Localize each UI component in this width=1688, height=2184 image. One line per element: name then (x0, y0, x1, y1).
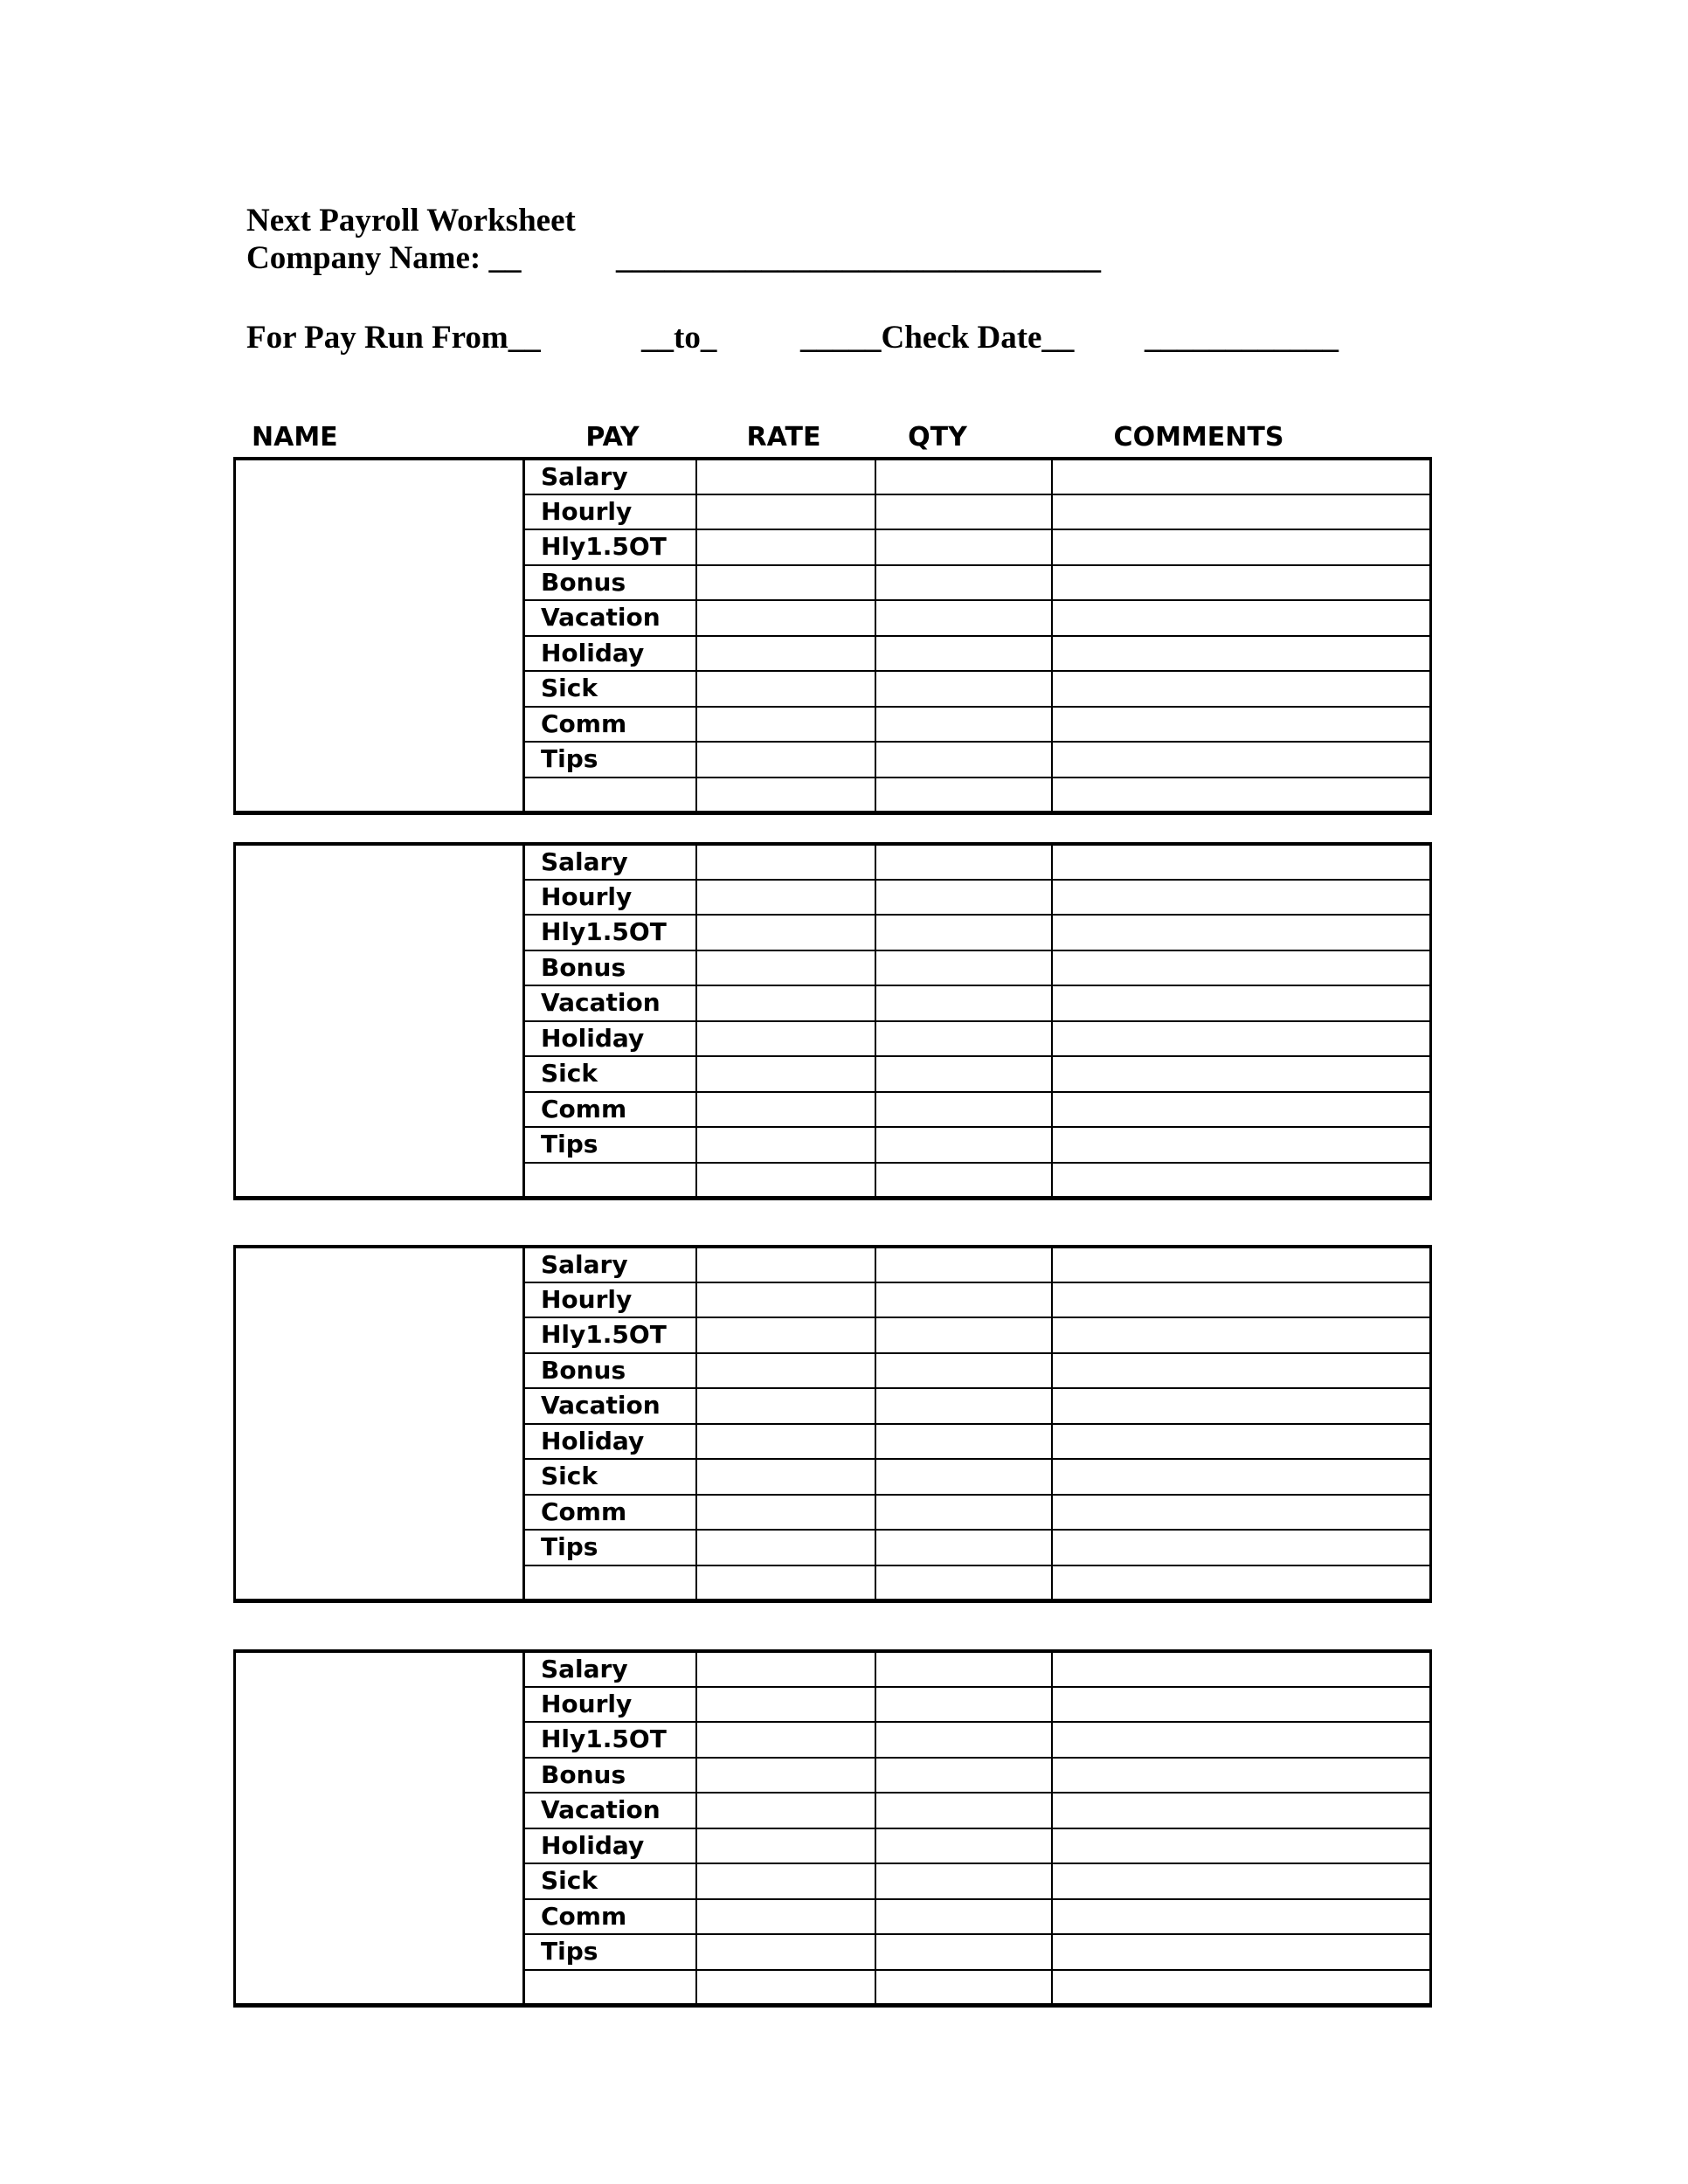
comments-cell (1052, 1282, 1431, 1318)
page-title: Next Payroll Worksheet (246, 203, 576, 238)
pay-type-cell: Comm (524, 1092, 696, 1128)
qty-cell (875, 565, 1052, 601)
rate-cell (696, 1317, 875, 1353)
rate-cell (696, 1970, 875, 2006)
rate-cell (696, 1092, 875, 1128)
pay-type-cell: Salary (524, 459, 696, 494)
pay-type-cell: Comm (524, 707, 696, 743)
comments-cell (1052, 1758, 1431, 1794)
company-name-label: Company Name: __ (246, 240, 522, 276)
comments-cell (1052, 1970, 1431, 2006)
pay-type-cell: Vacation (524, 1793, 696, 1828)
rate-cell (696, 1565, 875, 1601)
check-date-label: _____Check Date__ (800, 320, 1075, 356)
comments-cell (1052, 1530, 1431, 1565)
comments-cell (1052, 1651, 1431, 1687)
qty-cell (875, 742, 1052, 778)
qty-cell (875, 1092, 1052, 1128)
pay-type-cell: Vacation (524, 1388, 696, 1424)
rate-cell (696, 1495, 875, 1531)
rate-cell (696, 1163, 875, 1199)
comments-cell (1052, 1495, 1431, 1531)
rate-cell (696, 844, 875, 880)
pay-type-cell: Bonus (524, 950, 696, 986)
rate-cell (696, 1934, 875, 1970)
rate-cell (696, 1056, 875, 1092)
pay-type-cell: Hly1.5OT (524, 1317, 696, 1353)
qty-cell (875, 707, 1052, 743)
comments-cell (1052, 707, 1431, 743)
employee-block-1 (233, 457, 1432, 815)
rate-cell (696, 1459, 875, 1495)
pay-type-cell-empty (524, 1565, 696, 1601)
employee-name-cell (235, 844, 524, 1198)
qty-cell (875, 529, 1052, 565)
comments-cell (1052, 1828, 1431, 1864)
pay-row (235, 1247, 1431, 1282)
qty-cell (875, 915, 1052, 950)
comments-cell (1052, 950, 1431, 986)
qty-cell (875, 1687, 1052, 1723)
qty-cell (875, 1317, 1052, 1353)
pay-type-cell: Hly1.5OT (524, 915, 696, 950)
comments-cell (1052, 880, 1431, 916)
rate-cell (696, 459, 875, 494)
comments-cell (1052, 1899, 1431, 1935)
rate-cell (696, 1353, 875, 1389)
comments-cell (1052, 1424, 1431, 1460)
comments-cell (1052, 1388, 1431, 1424)
rate-cell (696, 880, 875, 916)
column-header-pay: PAY (585, 422, 640, 453)
comments-cell (1052, 1353, 1431, 1389)
pay-type-cell: Salary (524, 1247, 696, 1282)
rate-cell (696, 1828, 875, 1864)
pay-row (235, 1651, 1431, 1687)
qty-cell (875, 1424, 1052, 1460)
qty-cell (875, 1651, 1052, 1687)
comments-cell (1052, 1247, 1431, 1282)
pay-row (235, 844, 1431, 880)
rate-cell (696, 985, 875, 1021)
pay-type-cell: Hly1.5OT (524, 529, 696, 565)
rate-cell (696, 1651, 875, 1687)
qty-cell (875, 1828, 1052, 1864)
qty-cell (875, 1863, 1052, 1899)
comments-cell (1052, 494, 1431, 530)
company-name-blank-line: ______________________________ (616, 240, 1101, 276)
pay-type-cell: Holiday (524, 1424, 696, 1460)
rate-cell (696, 600, 875, 636)
pay-type-cell: Bonus (524, 565, 696, 601)
comments-cell (1052, 636, 1431, 672)
employee-name-cell (235, 459, 524, 812)
qty-cell (875, 1899, 1052, 1935)
comments-cell (1052, 529, 1431, 565)
comments-cell (1052, 844, 1431, 880)
qty-cell (875, 1247, 1052, 1282)
comments-cell (1052, 1687, 1431, 1723)
pay-type-cell: Tips (524, 1127, 696, 1163)
pay-type-cell-empty (524, 1970, 696, 2006)
pay-type-cell: Bonus (524, 1353, 696, 1389)
comments-cell (1052, 459, 1431, 494)
rate-cell (696, 742, 875, 778)
rate-cell (696, 1247, 875, 1282)
qty-cell (875, 600, 1052, 636)
qty-cell (875, 1758, 1052, 1794)
qty-cell (875, 1722, 1052, 1758)
comments-cell (1052, 1459, 1431, 1495)
pay-run-from-label: For Pay Run From__ (246, 320, 541, 356)
pay-type-cell: Holiday (524, 1828, 696, 1864)
qty-cell (875, 950, 1052, 986)
qty-cell (875, 1388, 1052, 1424)
qty-cell (875, 1282, 1052, 1318)
comments-cell (1052, 565, 1431, 601)
pay-type-cell: Vacation (524, 600, 696, 636)
pay-type-cell-empty (524, 778, 696, 813)
check-date-blank-line: ____________ (1145, 320, 1339, 356)
qty-cell (875, 1353, 1052, 1389)
column-header-comments: COMMENTS (1113, 422, 1284, 453)
pay-type-cell: Hourly (524, 494, 696, 530)
rate-cell (696, 915, 875, 950)
qty-cell (875, 1021, 1052, 1057)
rate-cell (696, 1899, 875, 1935)
rate-cell (696, 950, 875, 986)
rate-cell (696, 1388, 875, 1424)
pay-type-cell: Hourly (524, 1687, 696, 1723)
column-header-name: NAME (252, 422, 338, 453)
qty-cell (875, 1970, 1052, 2006)
comments-cell (1052, 1056, 1431, 1092)
comments-cell (1052, 1021, 1431, 1057)
qty-cell (875, 1163, 1052, 1199)
rate-cell (696, 1021, 875, 1057)
pay-type-cell: Holiday (524, 636, 696, 672)
pay-type-cell: Salary (524, 1651, 696, 1687)
qty-cell (875, 1793, 1052, 1828)
qty-cell (875, 1056, 1052, 1092)
rate-cell (696, 529, 875, 565)
comments-cell (1052, 1934, 1431, 1970)
rate-cell (696, 671, 875, 707)
qty-cell (875, 1495, 1052, 1531)
comments-cell (1052, 985, 1431, 1021)
pay-type-cell: Tips (524, 1530, 696, 1565)
qty-cell (875, 636, 1052, 672)
qty-cell (875, 844, 1052, 880)
employee-block-4 (233, 1649, 1432, 2008)
rate-cell (696, 1687, 875, 1723)
comments-cell (1052, 1565, 1431, 1601)
comments-cell (1052, 671, 1431, 707)
pay-type-cell: Hly1.5OT (524, 1722, 696, 1758)
employee-name-cell (235, 1651, 524, 2005)
pay-type-cell: Holiday (524, 1021, 696, 1057)
column-header-rate: RATE (746, 422, 821, 453)
qty-cell (875, 1459, 1052, 1495)
qty-cell (875, 1934, 1052, 1970)
qty-cell (875, 880, 1052, 916)
qty-cell (875, 1565, 1052, 1601)
rate-cell (696, 494, 875, 530)
rate-cell (696, 1530, 875, 1565)
comments-cell (1052, 600, 1431, 636)
comments-cell (1052, 1092, 1431, 1128)
qty-cell (875, 778, 1052, 813)
comments-cell (1052, 1722, 1431, 1758)
rate-cell (696, 1722, 875, 1758)
pay-type-cell: Salary (524, 844, 696, 880)
rate-cell (696, 1424, 875, 1460)
pay-type-cell: Tips (524, 1934, 696, 1970)
pay-type-cell: Vacation (524, 985, 696, 1021)
comments-cell (1052, 915, 1431, 950)
comments-cell (1052, 778, 1431, 813)
comments-cell (1052, 742, 1431, 778)
comments-cell (1052, 1793, 1431, 1828)
pay-type-cell-empty (524, 1163, 696, 1199)
qty-cell (875, 459, 1052, 494)
employee-name-cell (235, 1247, 524, 1600)
comments-cell (1052, 1127, 1431, 1163)
qty-cell (875, 1530, 1052, 1565)
pay-type-cell: Sick (524, 1056, 696, 1092)
qty-cell (875, 671, 1052, 707)
pay-type-cell: Tips (524, 742, 696, 778)
pay-type-cell: Hourly (524, 1282, 696, 1318)
pay-type-cell: Hourly (524, 880, 696, 916)
rate-cell (696, 1758, 875, 1794)
comments-cell (1052, 1317, 1431, 1353)
rate-cell (696, 1863, 875, 1899)
comments-cell (1052, 1163, 1431, 1199)
pay-type-cell: Bonus (524, 1758, 696, 1794)
pay-run-to-label: __to_ (641, 320, 717, 356)
qty-cell (875, 985, 1052, 1021)
rate-cell (696, 565, 875, 601)
qty-cell (875, 494, 1052, 530)
rate-cell (696, 1793, 875, 1828)
pay-type-cell: Sick (524, 671, 696, 707)
pay-row (235, 459, 1431, 494)
rate-cell (696, 707, 875, 743)
rate-cell (696, 636, 875, 672)
column-header-qty: QTY (908, 422, 967, 453)
pay-type-cell: Comm (524, 1495, 696, 1531)
rate-cell (696, 778, 875, 813)
pay-type-cell: Sick (524, 1459, 696, 1495)
employee-block-2 (233, 842, 1432, 1200)
pay-type-cell: Comm (524, 1899, 696, 1935)
employee-block-3 (233, 1245, 1432, 1603)
comments-cell (1052, 1863, 1431, 1899)
qty-cell (875, 1127, 1052, 1163)
pay-type-cell: Sick (524, 1863, 696, 1899)
rate-cell (696, 1127, 875, 1163)
rate-cell (696, 1282, 875, 1318)
